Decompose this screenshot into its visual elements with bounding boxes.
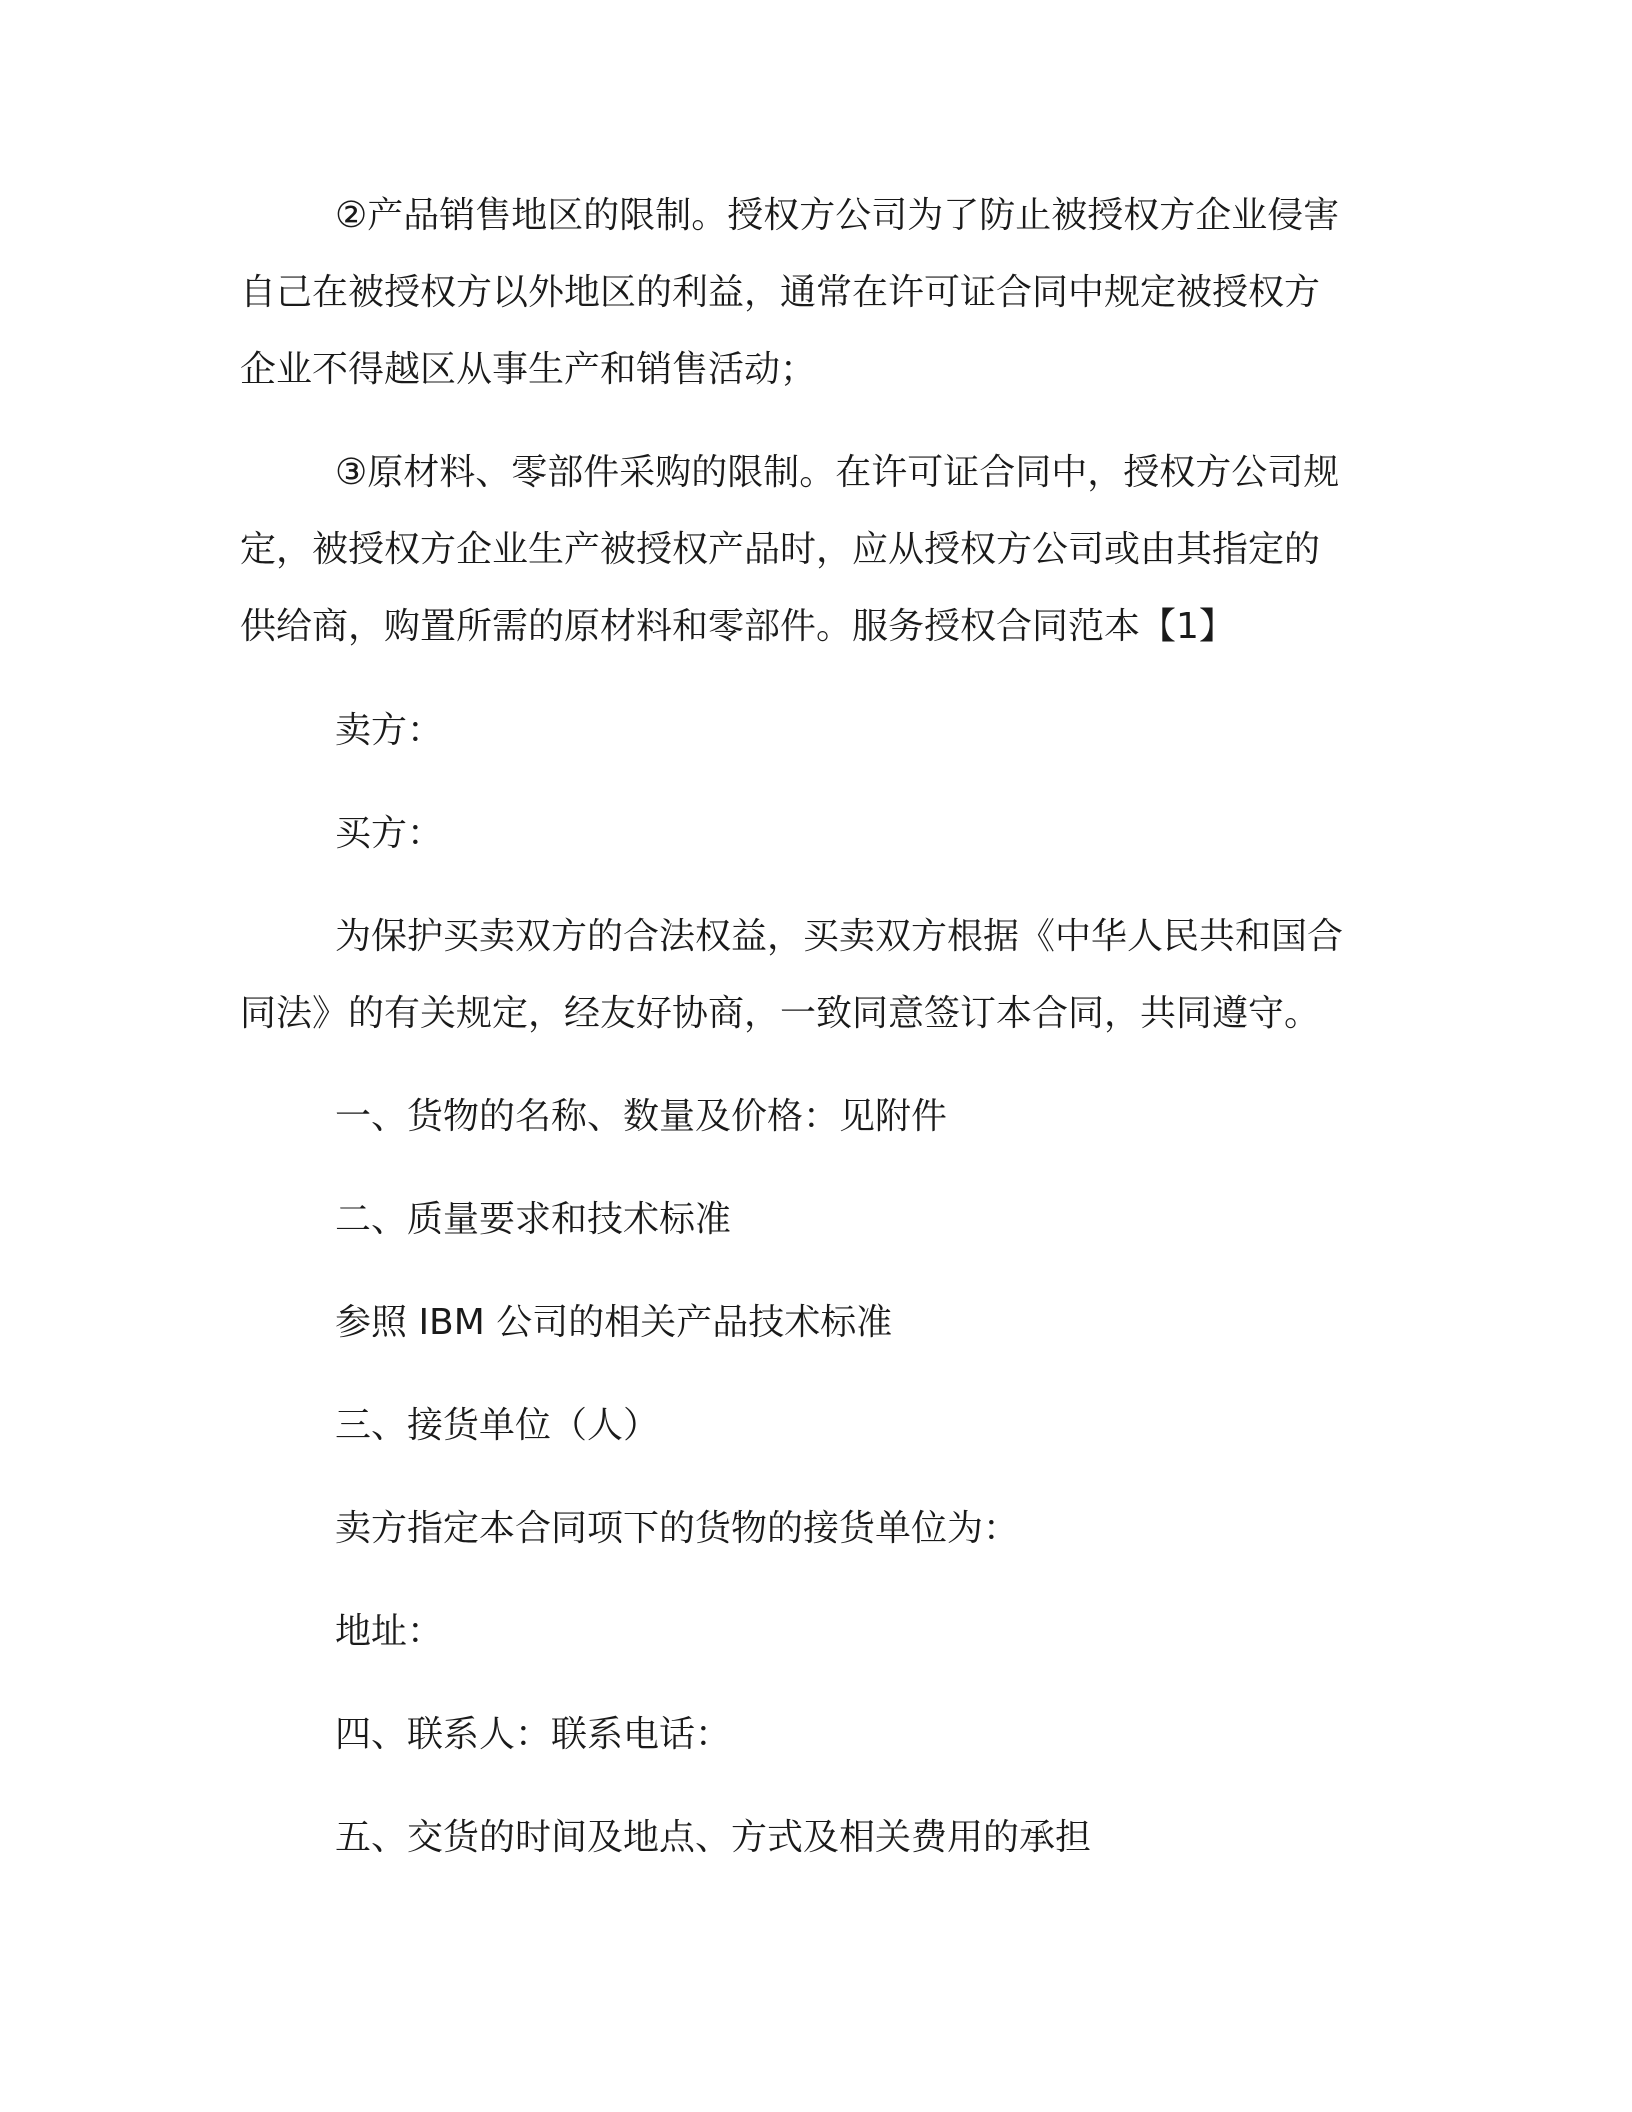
paragraph-2-line-3: 企业不得越区从事生产和销售活动； xyxy=(240,349,817,390)
clause-2-body: 参照 IBM 公司的相关产品技术标准 xyxy=(335,1302,893,1343)
clause-1-heading: 一、货物的名称、数量及价格：见附件 xyxy=(335,1096,948,1137)
paragraph-3-line-3: 供给商，购置所需的原材料和零部件。服务授权合同范本【1】 xyxy=(240,606,1235,647)
clause-2-heading: 二、质量要求和技术标准 xyxy=(335,1199,732,1240)
clause-3-body: 卖方指定本合同项下的货物的接货单位为： xyxy=(335,1508,1020,1549)
paragraph-3-line-1: ③原材料、零部件采购的限制。在许可证合同中，授权方公司规 xyxy=(335,452,1340,493)
paragraph-3-line-2: 定，被授权方企业生产被授权产品时，应从授权方公司或由其指定的 xyxy=(240,529,1321,570)
clause-3-heading: 三、接货单位（人） xyxy=(335,1405,660,1446)
preamble-line-2: 同法》的有关规定，经友好协商，一致同意签订本合同，共同遵守。 xyxy=(240,993,1321,1034)
paragraph-2-line-1: ②产品销售地区的限制。授权方公司为了防止被授权方企业侵害 xyxy=(335,195,1340,236)
clause-4-heading: 四、联系人：联系电话： xyxy=(335,1714,732,1755)
clause-5-heading: 五、交货的时间及地点、方式及相关费用的承担 xyxy=(335,1817,1092,1858)
paragraph-2-line-2: 自己在被授权方以外地区的利益，通常在许可证合同中规定被授权方 xyxy=(240,272,1321,313)
buyer-label: 买方： xyxy=(335,813,444,854)
preamble-line-1: 为保护买卖双方的合法权益，买卖双方根据《中华人民共和国合 xyxy=(335,916,1344,957)
seller-label: 卖方： xyxy=(335,710,444,751)
address-label: 地址： xyxy=(335,1611,444,1652)
